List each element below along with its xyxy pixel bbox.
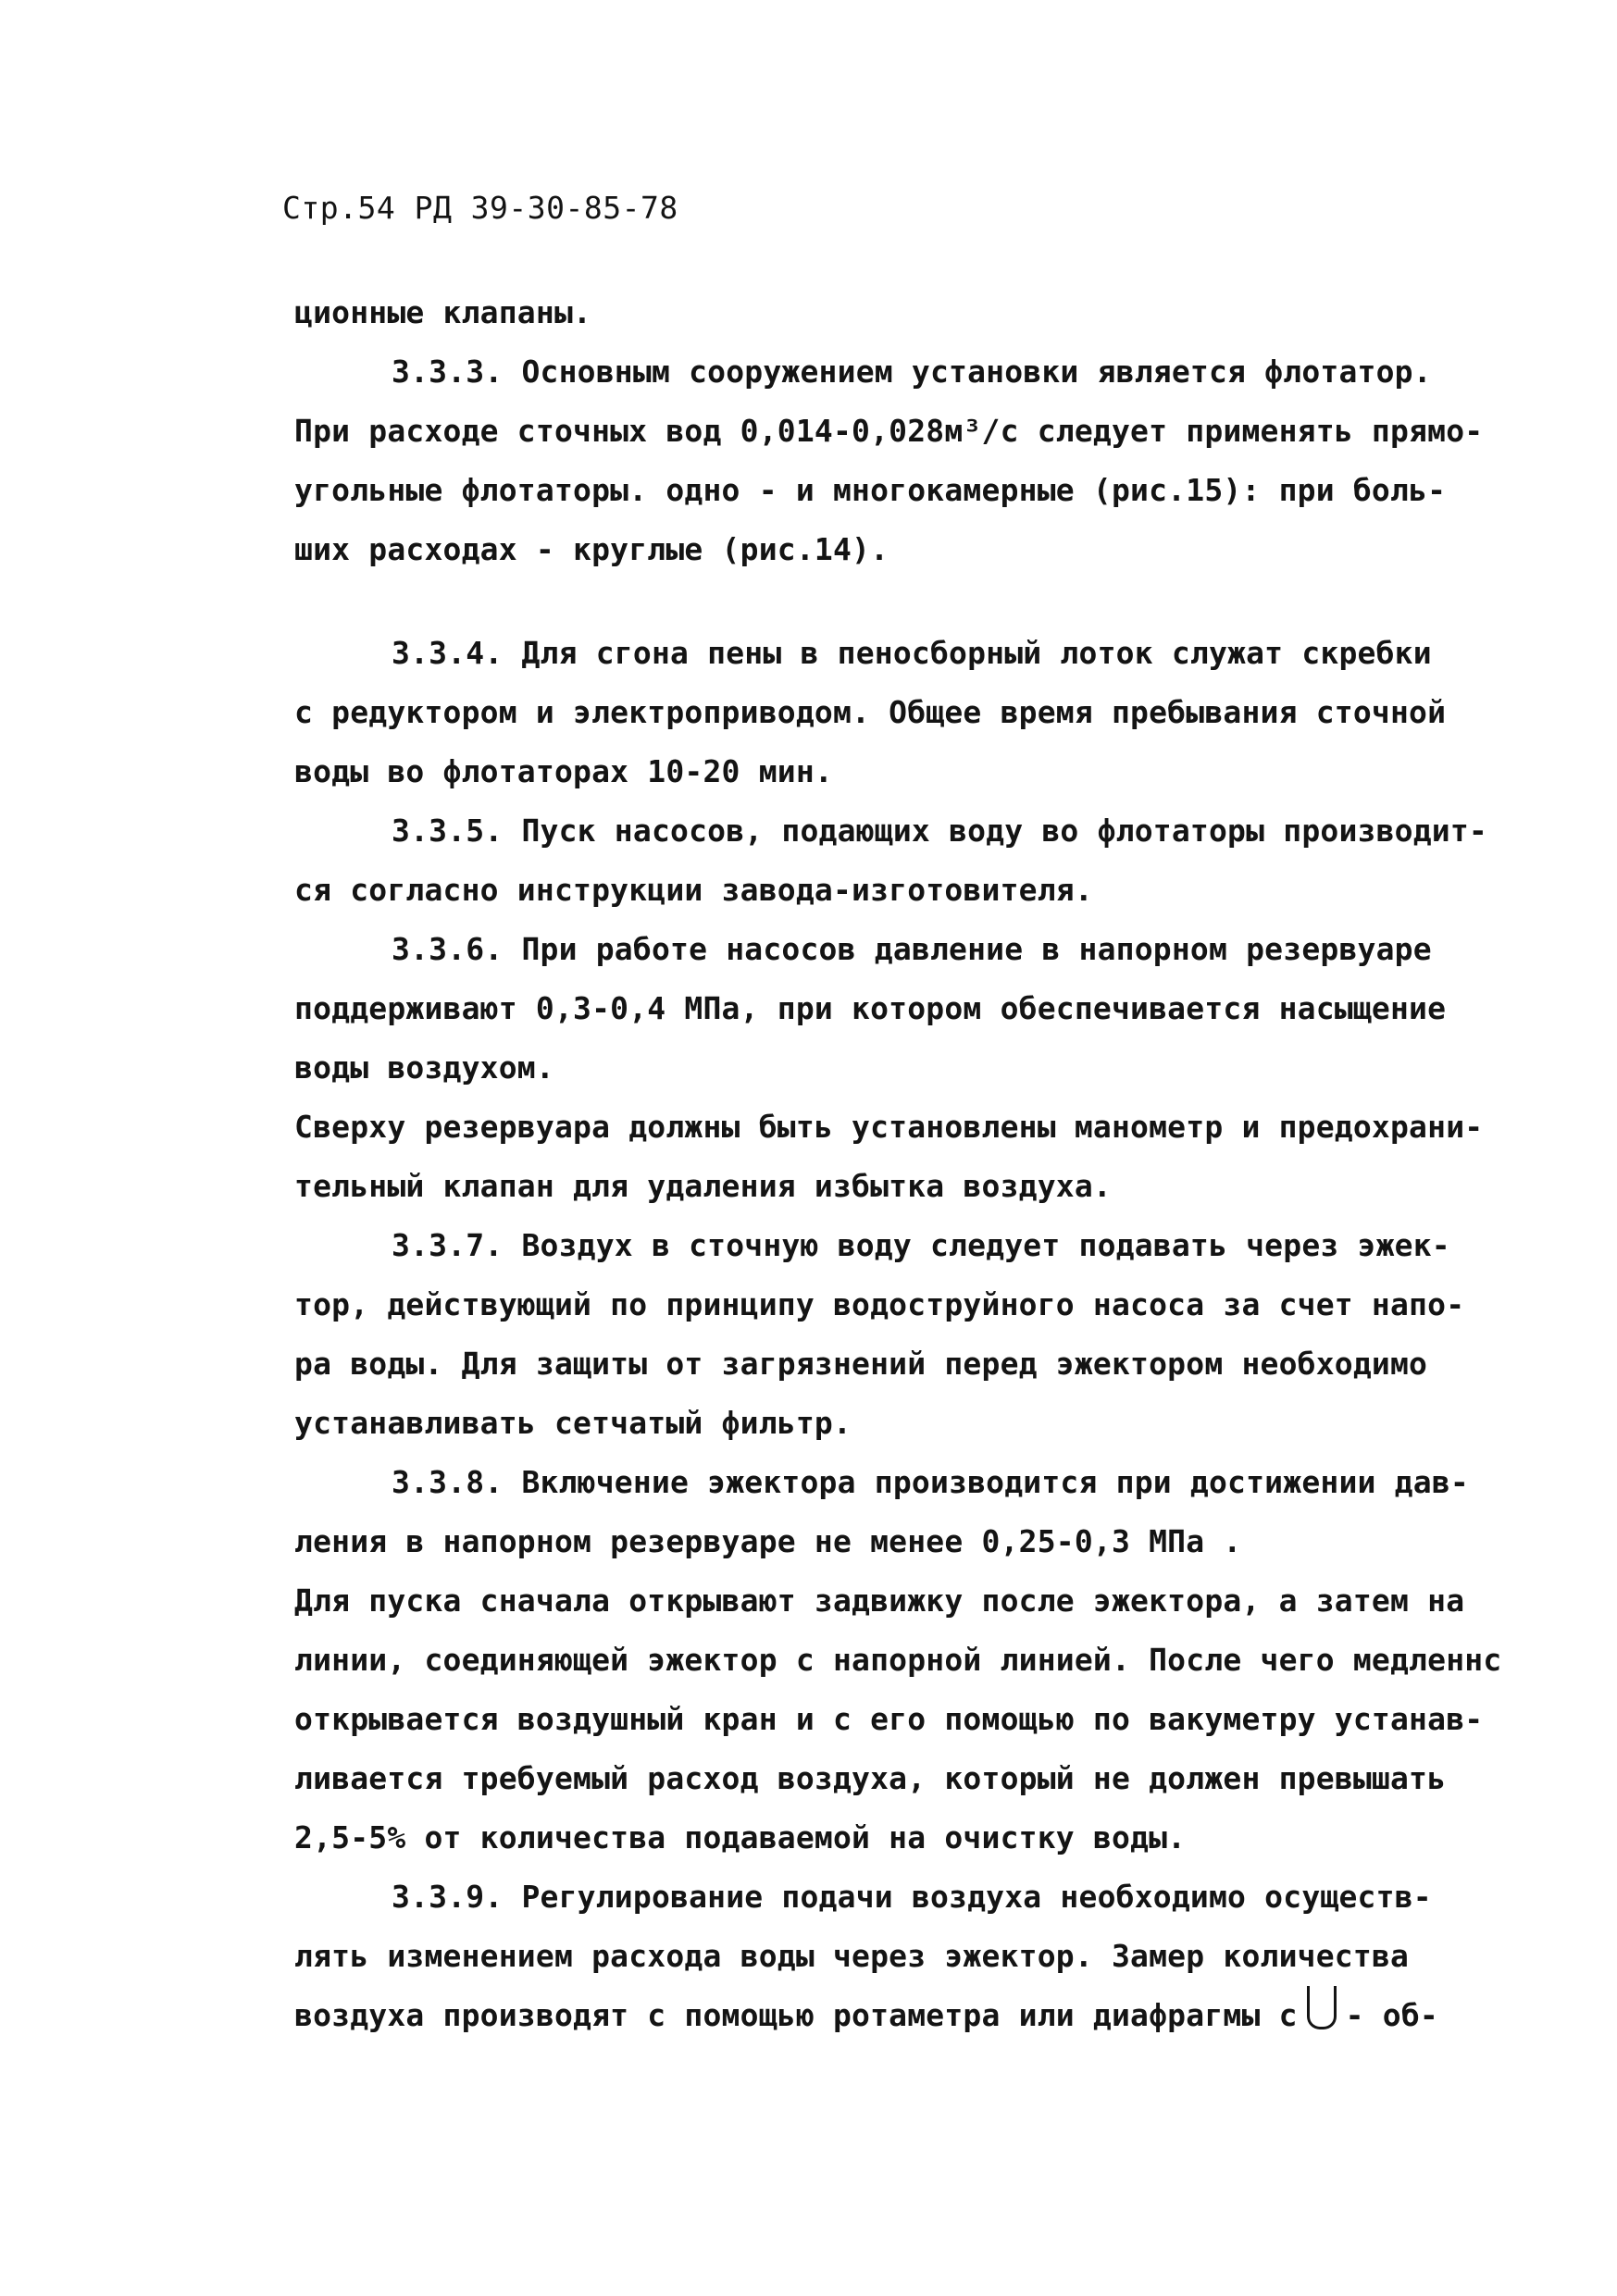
last-line-tail: - об-: [1345, 1997, 1438, 2033]
text-line: тельный клапан для удаления избытка воздуха.: [294, 1168, 1112, 1204]
text-line: устанавливать сетчатый фильтр.: [294, 1405, 852, 1441]
section-3-3-9: 3.3.9. Регулирование подачи воздуха необходимо осуществ-: [392, 1879, 1432, 1915]
text-line: тор, действующий по принципу водоструйного насоса за счет напо-: [294, 1286, 1465, 1322]
text-line: ливается требуемый расход воздуха, который не должен превышать: [294, 1760, 1447, 1796]
text-line-last: [294, 1986, 1498, 2045]
text-line: воды воздухом.: [294, 1049, 554, 1086]
text-line: ционные клапаны.: [294, 294, 592, 330]
text-line: Для пуска сначала открывают задвижку после эжектора, а затем на: [294, 1582, 1465, 1619]
section-3-3-4: 3.3.4. Для сгона пены в пеносборный лоток служат скребки: [392, 635, 1432, 671]
text-line: лять изменением расхода воды через эжектор. Замер количества: [294, 1938, 1410, 1974]
text-line: ся согласно инструкции завода-изготовителя.: [294, 872, 1093, 908]
u-tube-symbol: [1307, 1986, 1337, 2029]
text-line: открывается воздушный кран и с его помощью по вакуметру устанав-: [294, 1701, 1484, 1737]
section-3-3-5: 3.3.5. Пуск насосов, подающих воду во флотаторы производит-: [392, 813, 1487, 849]
paragraph-gap: [294, 579, 1498, 624]
text-line: Сверху резервуара должны быть установлены манометр и предохрани-: [294, 1109, 1484, 1145]
text-line: ления в напорном резервуаре не менее 0,25-0,3 МПа .: [294, 1523, 1242, 1559]
section-3-3-3: 3.3.3. Основным сооружением установки является флотатор.: [392, 354, 1432, 390]
text-line: ра воды. Для защиты от загрязнений перед эжектором необходимо: [294, 1346, 1428, 1382]
text-line: поддерживают 0,3-0,4 МПа, при котором обеспечивается насыщение: [294, 990, 1447, 1026]
text-line: ших расходах - круглые (рис.14).: [294, 531, 889, 567]
text-line: 2,5-5% от количества подаваемой на очистку воды.: [294, 1819, 1187, 1855]
text-line: с редуктором и электроприводом. Общее время пребывания сточной: [294, 694, 1447, 730]
last-line-text: воздуха производят с помощью ротаметра или диафрагмы с: [294, 1997, 1298, 2033]
text-line: линии, соединяющей эжектор с напорной линией. После чего медленнс: [294, 1642, 1502, 1678]
section-3-3-7: 3.3.7. Воздух в сточную воду следует подавать через эжек-: [392, 1227, 1450, 1263]
page-header: Стр.54 РД 39-30-85-78: [282, 190, 678, 226]
text-line: воды во флотаторах 10-20 мин.: [294, 753, 833, 789]
document-body: [294, 283, 1502, 2045]
section-3-3-8: 3.3.8. Включение эжектора производится при достижении дав-: [392, 1464, 1469, 1500]
text-line: При расходе сточных вод 0,014-0,028м³/с следует применять прямо-: [294, 413, 1484, 449]
section-3-3-6: 3.3.6. При работе насосов давление в напорном резервуаре: [392, 931, 1432, 967]
text-line: угольные флотаторы. одно - и многокамерные (рис.15): при боль-: [294, 472, 1447, 508]
